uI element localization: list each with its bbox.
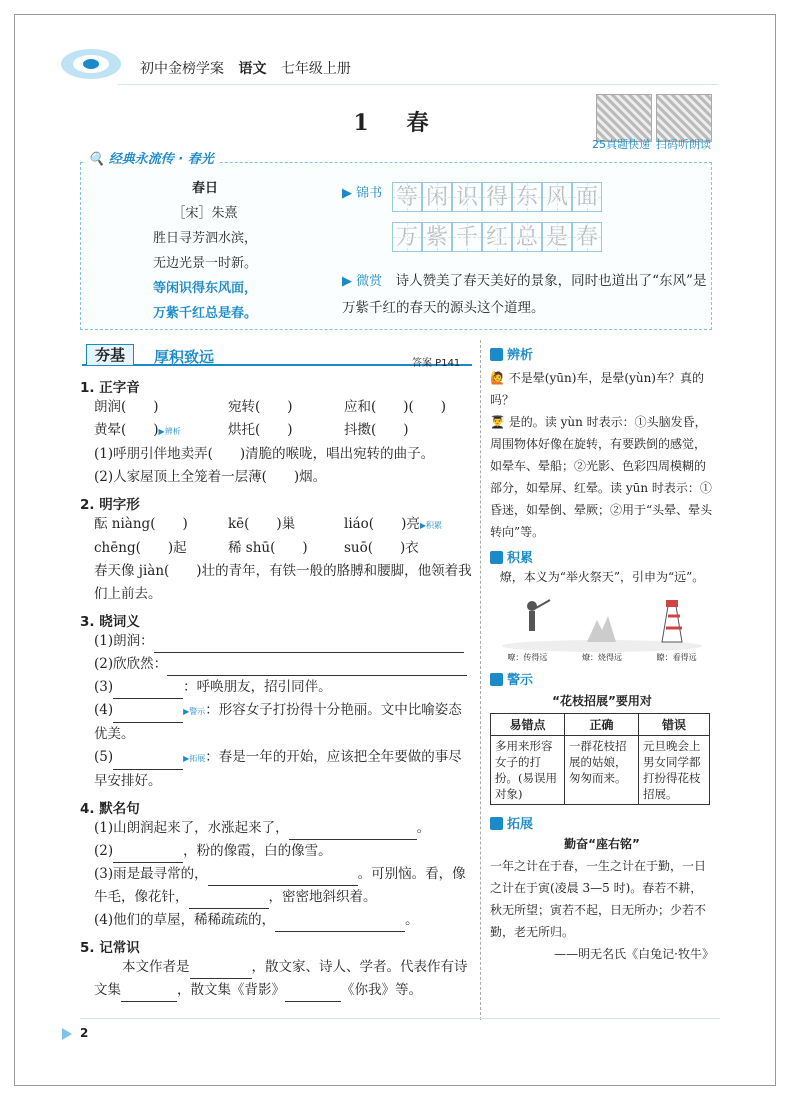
jingshi-head-text: 警示 <box>507 673 534 688</box>
q1-item: 抖擞( ) <box>344 422 409 438</box>
classic-tag <box>84 148 218 167</box>
copy-cell: 面 <box>572 182 602 212</box>
grade-name: 七年级上册 <box>280 61 351 77</box>
copy-cell: 总 <box>512 222 542 252</box>
q5-t4: 《你我》等。 <box>341 982 422 998</box>
q4-item <box>80 817 472 840</box>
q2-row <box>80 537 472 560</box>
q2-sentence: 春天像 jiàn( )壮的青年，有铁一般的胳膊和腰脚，他领着我们上前去。 <box>94 563 472 602</box>
q1-head: 1. 正字音 <box>80 380 140 396</box>
q2-head: 2. 明字形 <box>80 497 140 513</box>
q1-item: 宛转( ) <box>228 399 293 415</box>
table-cell: 元旦晚会上男女同学都打扮得花枝招展。 <box>639 736 710 805</box>
copy-cell: 是 <box>542 222 572 252</box>
column-divider <box>480 340 481 1020</box>
copy-grid-row-2 <box>392 222 602 254</box>
answer-blank[interactable] <box>285 986 341 1002</box>
bianxi-q-text: 不是晕(yūn)车，是晕(yùn)车？真的吗？ <box>490 371 704 407</box>
q4-a: (1)山朗润起来了，水涨起来了， <box>94 820 289 836</box>
illustration-image <box>492 590 712 652</box>
answer-blank[interactable] <box>154 637 464 653</box>
jilei-captions <box>490 652 714 663</box>
jinshu-label: ▶ 锦书 <box>342 186 383 201</box>
jingshi-title: “花枝招展”要用对 <box>552 694 652 708</box>
q3-a: (1)朗润： <box>94 633 154 649</box>
q1-row <box>80 396 472 419</box>
q3-c: ：呼唤朋友，招引同伴。 <box>183 679 332 695</box>
q1-item: 应和( )( ) <box>344 399 447 415</box>
table-header: 错误 <box>639 714 710 736</box>
qr-code-1[interactable] <box>596 94 652 142</box>
cartoon-girl-icon: 🙋 <box>490 371 505 385</box>
q4-c: (3)雨是最寻常的， <box>94 866 208 882</box>
answer-blank[interactable] <box>113 754 183 770</box>
q4-b-num: (2) <box>94 843 114 859</box>
q1-item: 烘托( ) <box>228 422 293 438</box>
jilei-text: 燎，本义为“举火祭天”，引申为“远”。 <box>499 570 705 584</box>
qr-label-1: 25真题快递 <box>592 138 650 151</box>
q5-head: 5. 记常识 <box>80 940 140 956</box>
copy-cell: 闲 <box>422 182 452 212</box>
tuozhan-text: 一年之计在于春，一生之计在于勤，一日之计在于寅(凌晨 3—5 时)。春若不耕，秋无所望；寅若不起，日无所办；少若不勤，老无所归。 <box>490 859 707 939</box>
usage-table <box>490 713 710 805</box>
copy-grid-row-1 <box>392 182 602 214</box>
q4-c-end: 。可别恼。看，像牛毛，像花针， <box>94 866 466 905</box>
q4-item <box>80 909 472 932</box>
q3-item <box>80 746 472 793</box>
jilei-head-text: 积累 <box>507 551 534 566</box>
copy-cell: 紫 <box>422 222 452 252</box>
caption: 嘹：传得远 <box>507 653 548 662</box>
answer-ref: 答案 P141 <box>412 358 461 369</box>
q3-b: (2)欣欣然： <box>94 656 168 672</box>
bianxi-tag[interactable]: ▶辨析 <box>158 427 181 436</box>
tuozhan-title: 勤奋“座右铭” <box>564 837 640 851</box>
classic-tag-text: 经典永流传 · 春光 <box>108 152 214 167</box>
answer-blank[interactable] <box>121 986 177 1002</box>
copy-cell: 万 <box>392 222 422 252</box>
answer-blank[interactable] <box>289 824 417 840</box>
poem-title: 春日 <box>191 181 218 196</box>
q1-item: 朗润( ) <box>94 399 159 415</box>
pencil-icon <box>490 673 503 686</box>
tuozhan-head-text: 拓展 <box>507 817 534 832</box>
q4-a-end: 。 <box>416 820 431 836</box>
answer-blank[interactable] <box>275 916 405 932</box>
copy-cell: 红 <box>482 222 512 252</box>
answer-blank[interactable] <box>190 963 252 979</box>
qr-code-2[interactable] <box>656 94 712 142</box>
q1-item <box>94 419 228 443</box>
bianxi-a-text: 是的。读 yùn 时表示：①头脑发昏，周围物体好像在旋转，有要跌倒的感觉，如晕车、晕船；②光影、色彩四周模糊的部分，如晕屏、红晕。读 yūn 时表示：①昏迷，如晕倒、晕厥；②用于“头晕、晕头转向”等。 <box>490 415 713 539</box>
play-arrow-icon <box>62 1028 72 1040</box>
q2-item: 酝 niàng( ) <box>94 516 188 532</box>
copy-cell: 东 <box>512 182 542 212</box>
q4-b: ，粉的像霞，白的像雪。 <box>183 843 332 859</box>
copy-cell: 春 <box>572 222 602 252</box>
answer-blank[interactable] <box>113 847 183 863</box>
copy-cell: 得 <box>482 182 512 212</box>
weishang-text: 诗人赞美了春天美好的景象，同时也道出了“东风”是万紫千红的春天的源头这个道理。 <box>342 273 707 316</box>
q5-text <box>80 956 472 1002</box>
q3-item <box>80 630 472 653</box>
q4-d-end: 。 <box>405 912 419 928</box>
q5-t3: ，散文集《背影》 <box>177 982 285 998</box>
q2-item: 稀 shū( ) <box>228 540 308 556</box>
table-header: 正确 <box>565 714 639 736</box>
page-number-text: 2 <box>80 1026 89 1040</box>
book-logo-icon <box>58 44 124 82</box>
copy-cell: 风 <box>542 182 572 212</box>
poem-line: 胜日寻芳泗水滨， <box>152 231 257 246</box>
q3-head: 3. 晓词义 <box>80 614 140 630</box>
q3-e-num: (5) <box>94 749 114 765</box>
tuozhan-head <box>490 813 714 832</box>
copy-cell: 等 <box>392 182 422 212</box>
q3-item <box>80 699 472 746</box>
table-cell: 一群花枝招展的姑娘，匆匆而来。 <box>565 736 639 805</box>
pencil-icon <box>490 348 503 361</box>
q3-item <box>80 653 472 676</box>
q2-item: kē( )巢 <box>228 516 296 532</box>
answer-blank[interactable] <box>113 683 183 699</box>
weishang-label: ▶ 微赏 <box>342 274 383 289</box>
section-title: 厚积致远 <box>154 348 215 366</box>
jilei-tag[interactable]: ▶积累 <box>419 521 443 530</box>
q4-head: 4. 默名句 <box>80 801 140 817</box>
pencil-icon <box>490 817 503 830</box>
pencil-icon <box>490 551 503 564</box>
q3-item <box>80 676 472 699</box>
tuozhan-source: ——明无名氏《白兔记·牧牛》 <box>554 947 714 961</box>
table-cell: 多用来形容女子的打扮。(易误用对象) <box>491 736 565 805</box>
q5-t2: ，散文家、诗人、学者。代表作有诗文集 <box>94 959 468 998</box>
poem-line: 等闲识得东风面， <box>152 281 257 296</box>
q3-e: ：春是一年的开始，应该把全年要做的事尽早安排好。 <box>94 749 462 789</box>
side-column <box>490 344 714 965</box>
bianxi-question <box>490 367 714 411</box>
jingshi-head <box>490 669 714 688</box>
subject-name: 语文 <box>238 61 267 77</box>
q2-item: suō( )衣 <box>344 540 419 556</box>
caption: 瞭：看得远 <box>656 653 697 662</box>
copy-cell: 千 <box>452 222 482 252</box>
q1-item-text: 黄晕( ) <box>94 422 159 438</box>
section-badge: 夯基 <box>86 344 134 366</box>
appreciation <box>342 268 708 321</box>
poem-line: 无边光景一时新。 <box>152 256 257 271</box>
q2-row <box>80 513 472 537</box>
q4-c-end2: ，密密地斜织着。 <box>268 889 377 905</box>
bianxi-answer <box>490 411 714 543</box>
running-header <box>140 58 361 78</box>
poem-author: ［宋］朱熹 <box>172 206 238 221</box>
q2-item: chēng( )起 <box>94 540 187 556</box>
q1-sentence: (2)人家屋顶上全笼着一层薄( )烟。 <box>94 469 327 485</box>
exercise-column <box>80 376 472 1002</box>
jilei-head <box>490 547 714 566</box>
answer-blank[interactable] <box>189 893 269 909</box>
q1-sentence: (1)呼朋引伴地卖弄( )清脆的喉咙，唱出宛转的曲子。 <box>94 446 435 462</box>
answer-blank[interactable] <box>113 707 183 723</box>
q4-item <box>80 863 472 909</box>
q5-t1: 本文作者是 <box>122 959 190 975</box>
q4-item <box>80 840 472 863</box>
cartoon-boy-icon: 👨‍🎓 <box>490 415 505 429</box>
table-header: 易错点 <box>491 714 565 736</box>
qr-label-2: 扫码听朗读 <box>656 138 711 151</box>
poem <box>130 176 280 326</box>
page-number <box>62 1026 88 1040</box>
jinshu-label-text: 锦书 <box>356 186 383 201</box>
q1-row <box>80 419 472 443</box>
answer-blank[interactable] <box>208 870 358 886</box>
lesson-title: 1 春 <box>353 110 437 136</box>
q2-item <box>344 513 442 537</box>
header-rule <box>118 84 718 85</box>
copy-cell: 识 <box>452 182 482 212</box>
bianxi-head <box>490 344 714 363</box>
search-icon: 🔍 <box>88 152 105 167</box>
answer-blank[interactable] <box>167 660 467 676</box>
q4-d: (4)他们的草屋，稀稀疏疏的， <box>94 912 276 928</box>
tuozhan-tag[interactable]: ▶拓展 <box>183 754 206 763</box>
q3-d: ：形容女子打扮得十分艳丽。文中比喻姿态优美。 <box>94 702 462 742</box>
series-name: 初中金榜学案 <box>140 61 224 77</box>
poem-line: 万紫千红总是春。 <box>152 306 257 321</box>
caption: 燎：烧得远 <box>581 653 622 662</box>
jingshi-tag[interactable]: ▶警示 <box>183 707 206 716</box>
weishang-label-text: 微赏 <box>356 274 383 289</box>
q2-item-text: liáo( )亮 <box>344 516 420 532</box>
q3-c-num: (3) <box>94 679 114 695</box>
footer-rule <box>80 1018 720 1019</box>
bianxi-head-text: 辨析 <box>507 348 534 363</box>
q3-d-num: (4) <box>94 702 114 718</box>
